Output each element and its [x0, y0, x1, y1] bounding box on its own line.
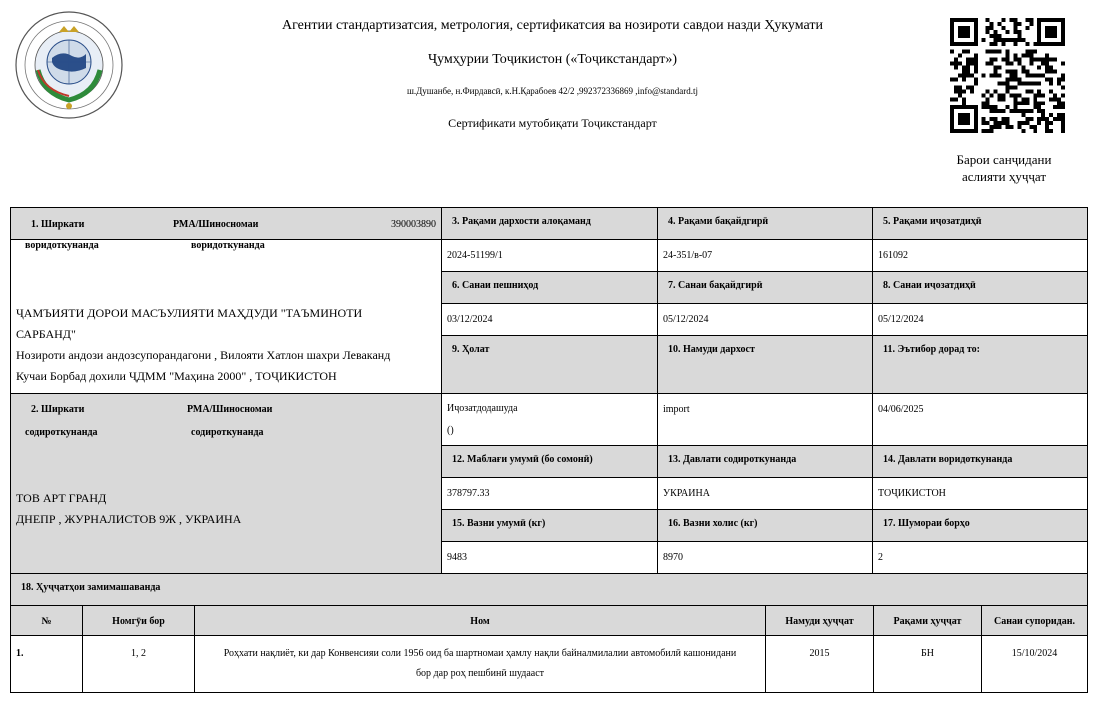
field-14-label: 14. Давлати воридоткунанда	[873, 446, 1087, 478]
col-date: Санаи супоридан.	[982, 606, 1087, 636]
col-name: Ном	[195, 606, 766, 636]
field-8-value: 05/12/2024	[873, 304, 1087, 336]
exporter-address: ДНЕПР , ЖУРНАЛИСТОВ 9Ж , УКРАИНА	[16, 512, 242, 526]
col-goods: Номгӯи бор	[83, 606, 195, 636]
importer-label-2: воридоткунанда	[25, 240, 99, 251]
field-5-label: 5. Рақами иҷозатдиҳӣ	[873, 208, 1087, 240]
importer-details	[16, 303, 436, 387]
field-15-value: 9483	[442, 542, 658, 574]
field-12-value: 378797.33	[442, 478, 658, 510]
field-14-value: ТОҶИКИСТОН	[873, 478, 1087, 510]
row-1-name-line1: Роҳхати нақлиёт, ки дар Конвенсияи соли 1956 оид ба шартномаи ҳамлу нақли байналмилалии автомобилӣ кашонидани	[223, 648, 737, 659]
importer-tax-label: РМА/Шиносномаи	[173, 219, 259, 230]
col-doc-type: Намуди ҳуҷҷат	[766, 606, 874, 636]
exporter-tax-label: РМА/Шиносномаи	[187, 404, 273, 415]
field-7-label: 7. Санаи бақайдгирӣ	[658, 272, 873, 304]
row-1-goods: 1, 2	[83, 636, 195, 692]
field-13-label: 13. Давлати содироткунанда	[658, 446, 873, 478]
field-6-value: 03/12/2024	[442, 304, 658, 336]
importer-tax-label-2: воридоткунанда	[191, 240, 265, 251]
importer-name-2: САРБАНД"	[16, 327, 76, 341]
certificate-title: Сертификати мутобиқати Тоҷикстандарт	[448, 116, 657, 130]
verify-note-line2: аслияти ҳуҷҷат	[961, 169, 1047, 184]
row-1-name	[195, 636, 766, 692]
importer-address: Нозироти андози андозсупорандагони , Вилояти Хатлон шахри Леваканд	[16, 348, 391, 362]
field-10-value: import	[658, 394, 873, 446]
importer-tax-id: 390003890	[391, 219, 436, 230]
field-4-label: 4. Рақами бақайдгирӣ	[658, 208, 873, 240]
field-4-value: 24-351/в-07	[658, 240, 873, 272]
col-doc-number: Рақами ҳуҷҷат	[874, 606, 982, 636]
exporter-block	[11, 394, 442, 574]
field-7-value: 05/12/2024	[658, 304, 873, 336]
importer-address-2: Кучаи Борбад дохили ҶДММ "Маҳина 2000" , ТОҶИКИСТОН	[16, 369, 337, 383]
verification-qr-code[interactable]	[950, 18, 1065, 133]
field-10-label: 10. Намуди дархост	[658, 336, 873, 394]
field-8-label: 8. Санаи иҷозатдиҳӣ	[873, 272, 1087, 304]
field-3-label: 3. Рақами дархости алоқаманд	[442, 208, 658, 240]
row-1-number: 1.	[11, 636, 83, 692]
row-1-doc-type: 2015	[766, 636, 874, 692]
field-11-label: 11. Эътибор дорад то:	[873, 336, 1087, 394]
attached-documents-label: 18. Ҳуҷҷатҳои замимашаванда	[11, 574, 1087, 606]
field-15-label: 15. Вазни умумӣ (кг)	[442, 510, 658, 542]
field-9-label: 9. Ҳолат	[442, 336, 658, 394]
col-number: №	[11, 606, 83, 636]
exporter-details	[16, 488, 436, 530]
row-1-name-line2: бор дар роҳ пешбинӣ шудааст	[415, 668, 545, 679]
field-16-value: 8970	[658, 542, 873, 574]
exporter-label: 2. Ширкати	[31, 404, 85, 415]
field-5-value: 161092	[873, 240, 1087, 272]
agency-emblem	[14, 10, 124, 120]
field-17-label: 17. Шумораи борҳо	[873, 510, 1087, 542]
certificate-table	[10, 207, 1088, 693]
field-16-label: 16. Вазни холис (кг)	[658, 510, 873, 542]
field-9-status: Иҷозатдодашуда	[447, 403, 518, 414]
field-9-value	[442, 394, 658, 446]
agency-name-line2: Ҷумҳурии Тоҷикистон («Тоҷикстандарт»)	[427, 52, 677, 67]
field-12-label: 12. Маблағи умумӣ (бо сомонӣ)	[442, 446, 658, 478]
verify-note	[945, 151, 1063, 185]
row-1-doc-number: БН	[874, 636, 982, 692]
exporter-name: ТОВ АРТ ГРАНД	[16, 491, 107, 505]
agency-address: ш.Душанбе, н.Фирдавсӣ, к.Н.Қарабоев 42/2 ,992372336869 ,info@standard.tj	[406, 86, 699, 96]
verify-note-line1: Барои санҷидани	[956, 152, 1052, 167]
row-1-date: 15/10/2024	[1011, 648, 1058, 659]
importer-label: 1. Ширкати	[31, 219, 85, 230]
field-9-status-2: ()	[447, 425, 454, 436]
field-17-value: 2	[873, 542, 1087, 574]
exporter-tax-label-2: содироткунанда	[191, 427, 264, 438]
field-13-value: УКРАИНА	[658, 478, 873, 510]
exporter-label-2: содироткунанда	[25, 427, 98, 438]
field-3-value: 2024-51199/1	[442, 240, 658, 272]
field-11-value: 04/06/2025	[873, 394, 1087, 446]
importer-name: ҶАМЪИЯТИ ДОРОИ МАСЪУЛИЯТИ МАҲДУДИ "ТАЪМИНОТИ	[16, 306, 363, 320]
agency-name-line1: Агентии стандартизатсия, метрология, сертификатсия ва нозироти савдои назди Ҳукумати	[282, 18, 823, 33]
field-6-label: 6. Санаи пешниҳод	[442, 272, 658, 304]
